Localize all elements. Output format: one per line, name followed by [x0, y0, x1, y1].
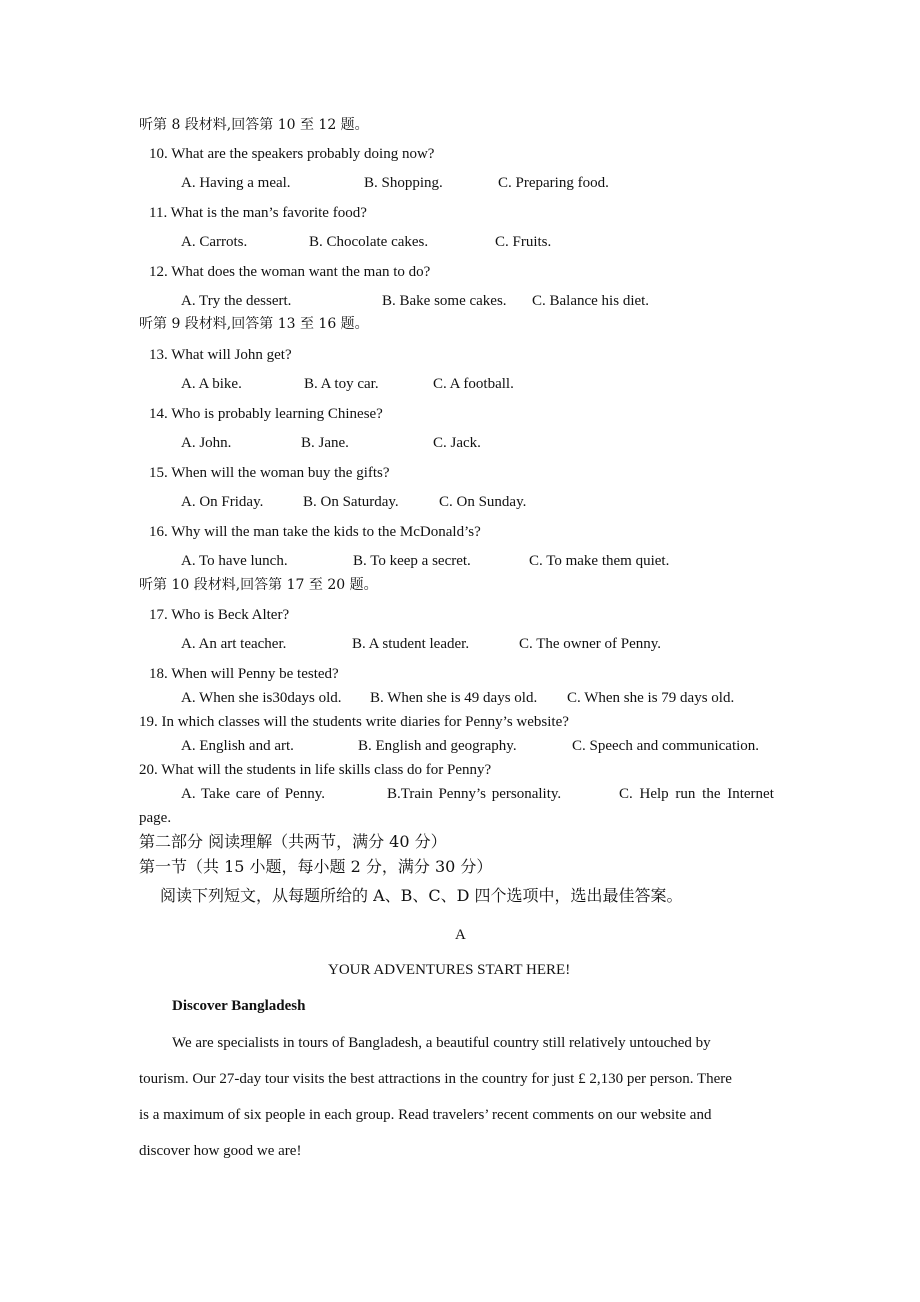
- section-heading: 听第 10 段材料,回答第 17 至 20 题。: [139, 577, 378, 593]
- passage-subtitle: Discover Bangladesh: [172, 998, 306, 1014]
- option-b: B.Train Penny’s personality.: [387, 786, 562, 802]
- option-c: C. A football.: [433, 376, 514, 392]
- section-heading: 听第 8 段材料,回答第 10 至 12 题。: [139, 117, 369, 133]
- option-a: A. Having a meal.: [181, 175, 291, 191]
- paragraph-line: is a maximum of six people in each group. Read travelers’ recent comments on our website and: [139, 1107, 712, 1123]
- option-a: A. To have lunch.: [181, 553, 288, 569]
- paragraph-line: discover how good we are!: [139, 1143, 302, 1159]
- question-18: 18. When will Penny be tested?: [149, 666, 339, 682]
- option-c-continued: page.: [139, 810, 172, 826]
- question-12: 12. What does the woman want the man to do?: [149, 264, 431, 280]
- option-b: B. A toy car.: [304, 376, 379, 392]
- option-c: C. On Sunday.: [439, 494, 527, 510]
- option-c: C. Fruits.: [495, 234, 552, 250]
- paragraph-line: tourism. Our 27-day tour visits the best attractions in the country for just £ 2,130 per person. There: [139, 1071, 732, 1087]
- question-15: 15. When will the woman buy the gifts?: [149, 465, 390, 481]
- question-10: 10. What are the speakers probably doing now?: [149, 146, 435, 162]
- option-b: B. To keep a secret.: [353, 553, 471, 569]
- option-b: B. Bake some cakes.: [382, 293, 507, 309]
- option-a: A. Carrots.: [181, 234, 248, 250]
- question-11: 11. What is the man’s favorite food?: [149, 205, 367, 221]
- option-b: B. On Saturday.: [303, 494, 399, 510]
- option-c: C. To make them quiet.: [529, 553, 670, 569]
- option-a: A. Take care of Penny.: [181, 786, 325, 802]
- option-a: A. Try the dessert.: [181, 293, 292, 309]
- option-c: C. Help run the Internet: [619, 786, 774, 802]
- option-a: A. English and art.: [181, 738, 294, 754]
- option-c: C. Jack.: [433, 435, 481, 451]
- option-b: B. Shopping.: [364, 175, 443, 191]
- instruction: 阅读下列短文，从每题所给的 A、B、C、D 四个选项中，选出最佳答案。: [160, 886, 683, 905]
- section-heading: 第一节（共 15 小题，每小题 2 分，满分 30 分）: [139, 857, 493, 876]
- option-a: A. An art teacher.: [181, 636, 287, 652]
- option-c: C. The owner of Penny.: [519, 636, 662, 652]
- option-c: C. When she is 79 days old.: [567, 690, 735, 706]
- option-a: A. A bike.: [181, 376, 242, 392]
- option-b: B. English and geography.: [358, 738, 517, 754]
- option-c: C. Balance his diet.: [532, 293, 650, 309]
- passage-title: YOUR ADVENTURES START HERE!: [328, 962, 571, 978]
- option-b: B. A student leader.: [352, 636, 470, 652]
- question-17: 17. Who is Beck Alter?: [149, 607, 290, 623]
- section-heading: 听第 9 段材料,回答第 13 至 16 题。: [139, 316, 369, 332]
- option-a: A. On Friday.: [181, 494, 264, 510]
- option-a: A. When she is30days old.: [181, 690, 342, 706]
- passage-label: A: [455, 927, 466, 943]
- option-b: B. Jane.: [301, 435, 349, 451]
- question-14: 14. Who is probably learning Chinese?: [149, 406, 383, 422]
- question-19: 19. In which classes will the students write diaries for Penny’s website?: [139, 714, 569, 730]
- question-16: 16. Why will the man take the kids to the McDonald’s?: [149, 524, 481, 540]
- option-c: C. Speech and communication.: [572, 738, 760, 754]
- part-heading: 第二部分 阅读理解（共两节，满分 40 分）: [139, 832, 447, 851]
- question-13: 13. What will John get?: [149, 347, 292, 363]
- paragraph-line: We are specialists in tours of Bangladesh, a beautiful country still relatively untouched by: [172, 1035, 711, 1051]
- option-c: C. Preparing food.: [498, 175, 609, 191]
- option-b: B. Chocolate cakes.: [309, 234, 429, 250]
- question-20: 20. What will the students in life skills class do for Penny?: [139, 762, 492, 778]
- option-a: A. John.: [181, 435, 232, 451]
- option-b: B. When she is 49 days old.: [370, 690, 538, 706]
